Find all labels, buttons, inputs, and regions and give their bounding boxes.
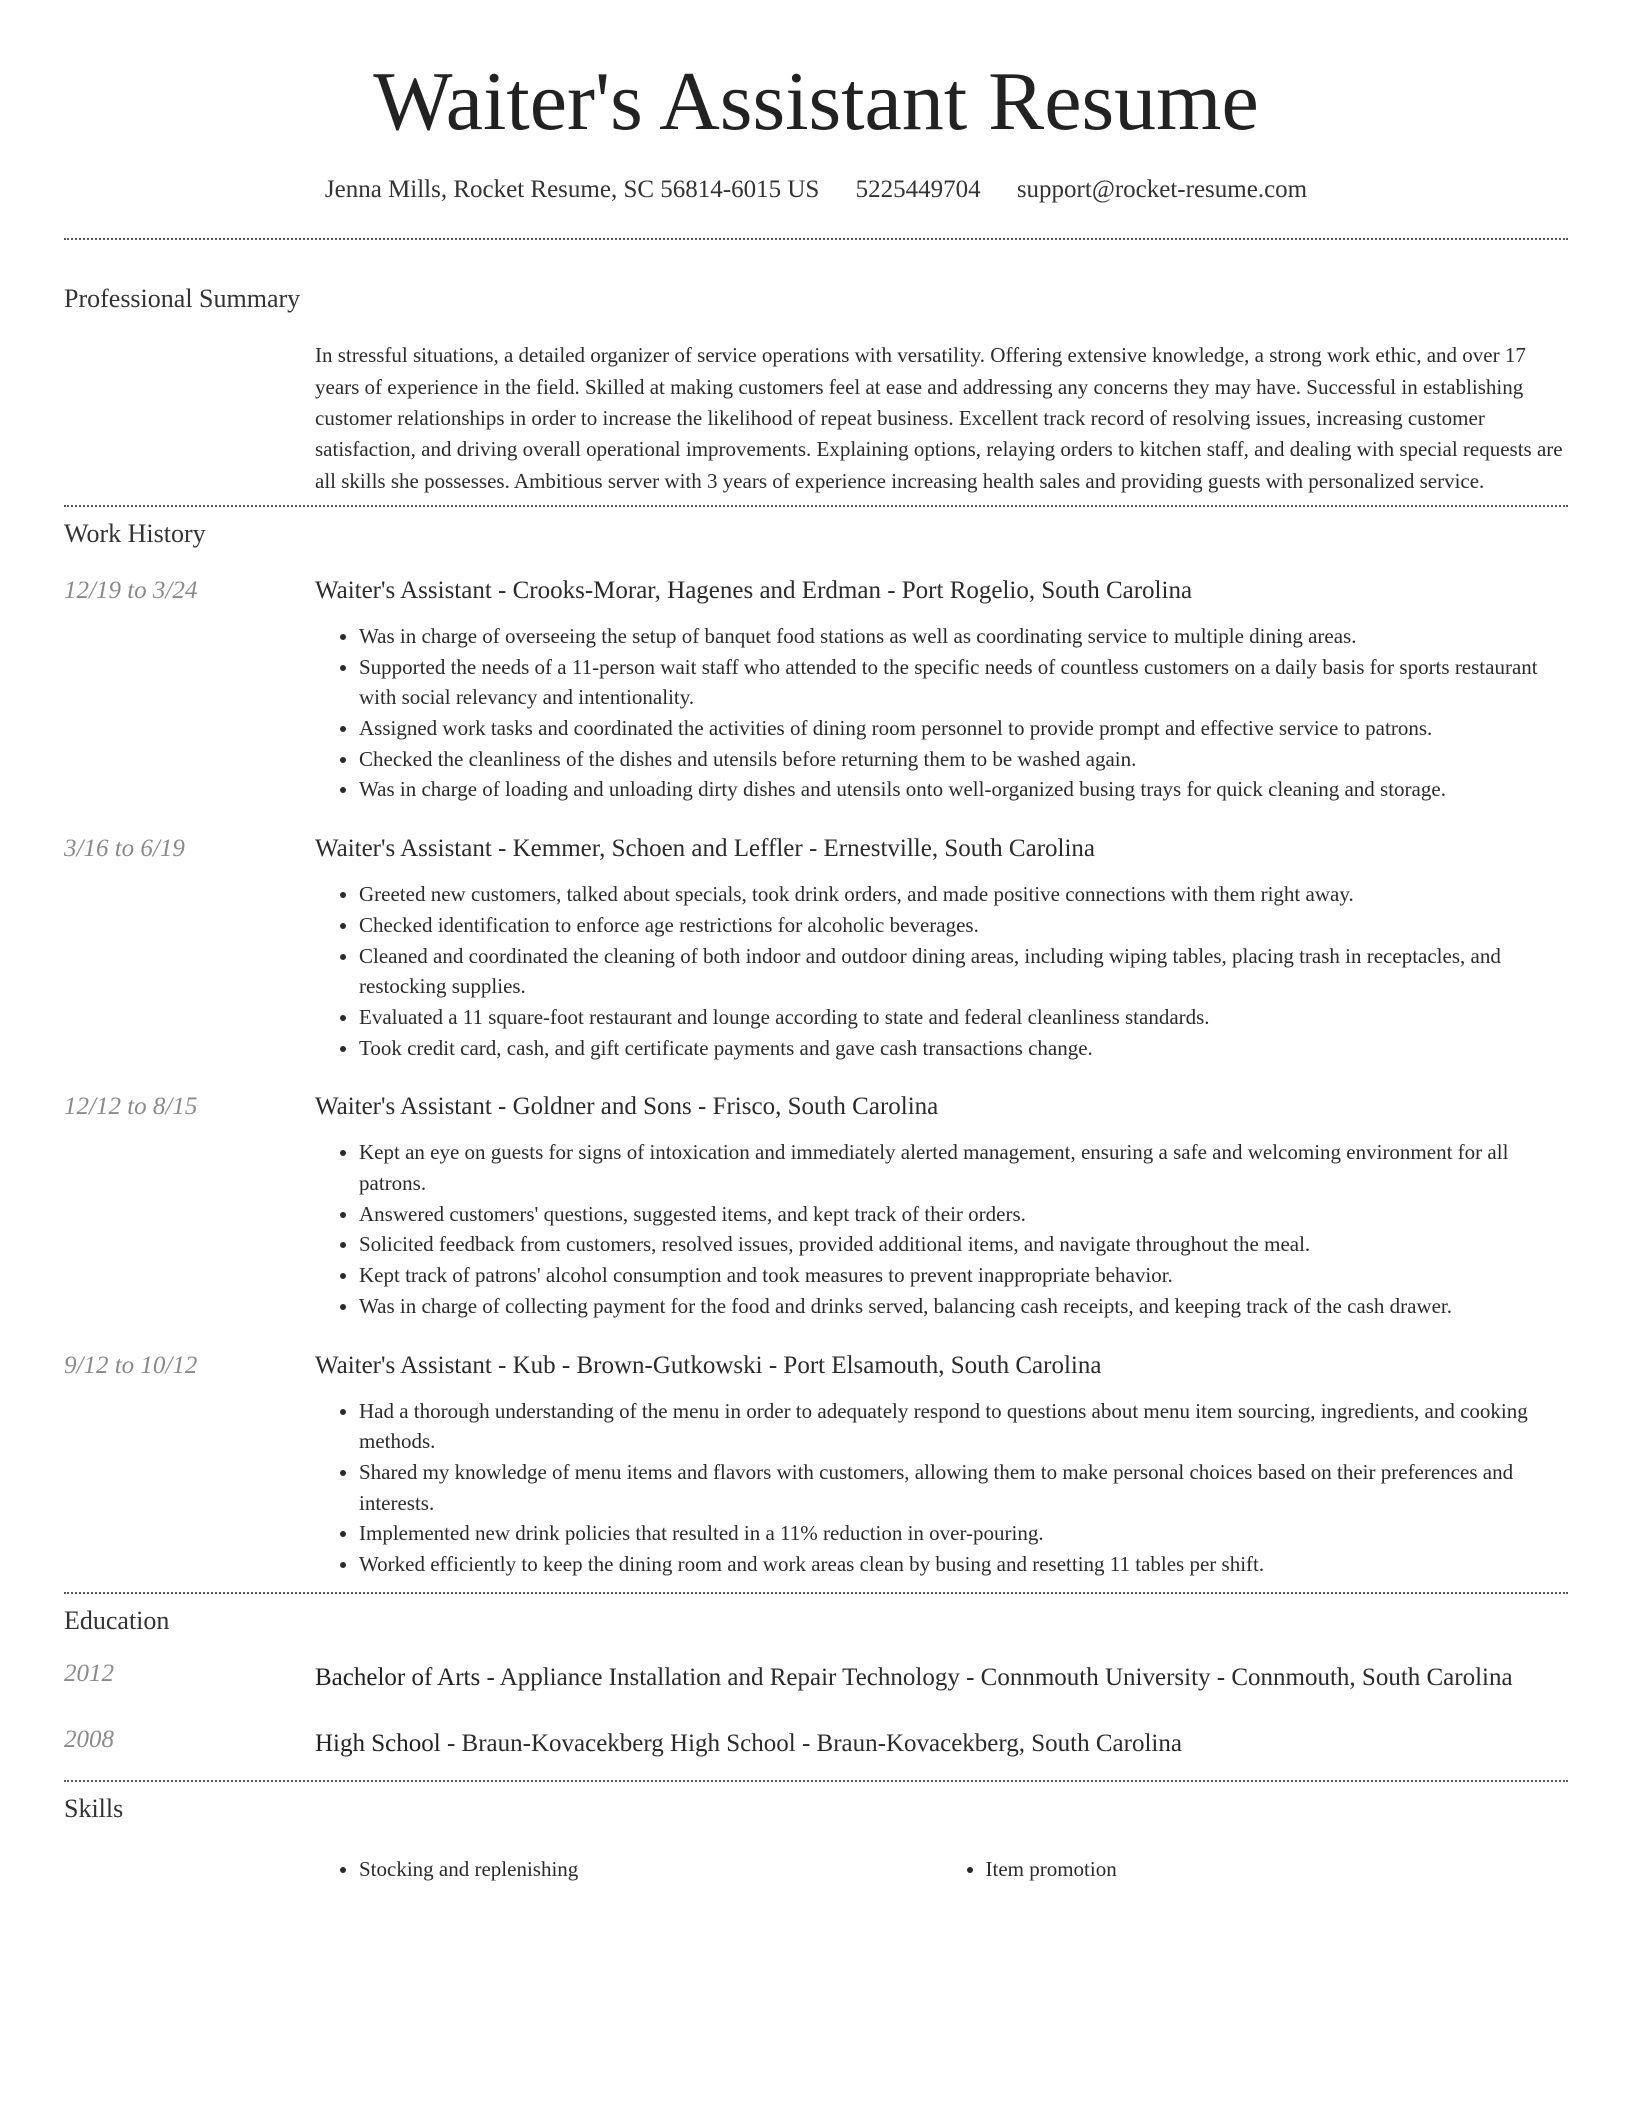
education-heading: Education — [64, 1605, 170, 1635]
summary-heading: Professional Summary — [64, 284, 301, 314]
list-item: • Shared my knowledge of menu items and flavors with customers, allowing them to make personal choices based on their preferences and interests. — [359, 1457, 1568, 1518]
list-item: • Cleaned and coordinated the cleaning of both indoor and outdoor dining areas, including wiping tables, placing trash in receptacles, and restocking supplies. — [359, 941, 1568, 1002]
list-item: • Was in charge of loading and unloading dirty dishes and utensils onto well-organized busing trays for quick cleaning and storage. — [359, 774, 1568, 805]
divider — [64, 505, 1568, 507]
job-title: Waiter's Assistant - Goldner and Sons - Frisco, South Carolina — [315, 1093, 939, 1121]
education-year: 2012 — [64, 1659, 114, 1687]
job-bullets — [315, 1396, 1568, 1580]
job-bullets — [315, 1137, 1568, 1321]
education-year: 2008 — [64, 1725, 114, 1753]
education-entry — [64, 1726, 1568, 1762]
list-item: • Greeted new customers, talked about specials, took drink orders, and made positive connections with them right away. — [359, 879, 1568, 910]
skills-heading: Skills — [64, 1793, 124, 1823]
skills-section — [64, 1794, 1568, 1885]
job-bullets — [315, 879, 1568, 1063]
list-item: • Implemented new drink policies that resulted in a 11% reduction in over-pouring. — [359, 1518, 1568, 1549]
degree: High School — [315, 1729, 441, 1757]
education-section — [64, 1606, 1568, 1762]
job-dates: 9/12 to 10/12 — [64, 1351, 198, 1379]
job-entry — [64, 1352, 1568, 1580]
contact-line — [64, 176, 1568, 204]
job-entry — [64, 577, 1568, 805]
degree: Bachelor of Arts — [315, 1663, 481, 1691]
list-item: • Kept track of patrons' alcohol consumption and took measures to prevent inappropriate behavior. — [359, 1260, 1568, 1291]
skills-column-1 — [315, 1854, 942, 1885]
job-dates: 12/19 to 3/24 — [64, 576, 198, 604]
job-bullets — [315, 621, 1568, 805]
list-item: • Solicited feedback from customers, resolved issues, provided additional items, and navigate throughout the meal. — [359, 1229, 1568, 1260]
list-item: • Was in charge of overseeing the setup of banquet food stations as well as coordinating service to multiple dining areas. — [359, 621, 1568, 652]
list-item: • Had a thorough understanding of the menu in order to adequately respond to questions about menu item sourcing, ingredients, and cooking methods. — [359, 1396, 1568, 1457]
job-title: Waiter's Assistant - Kemmer, Schoen and Leffler - Ernestville, South Carolina — [315, 835, 1096, 863]
job-dates: 12/12 to 8/15 — [64, 1093, 198, 1121]
summary-text: In stressful situations, a detailed organizer of service operations with versatility. Offering extensive knowledge, a strong work ethic, and over 17 years of experience in the field. Skilled at making customers feel at ease and addressing any concerns they may have. Successful in establishing customer relationships in order to increase the likelihood of repeat business. Excellent track record of resolving issues, increasing customer satisfaction, and driving overall operational improvements. Explaining options, relaying orders to kitchen staff, and dealing with special requests are all skills she possesses. Ambitious server with 3 years of experience increasing health sales and providing guests with personalized service. — [315, 343, 1563, 493]
list-item: • Answered customers' questions, suggested items, and kept track of their orders. — [359, 1199, 1568, 1230]
list-item: • Worked efficiently to keep the dining room and work areas clean by busing and resetting 11 tables per shift. — [359, 1549, 1568, 1580]
contact-email[interactable]: support@rocket-resume.com — [1016, 176, 1308, 204]
list-item: • Supported the needs of a 11-person wait staff who attended to the specific needs of countless customers on a daily basis for sports restaurant with social relevancy and intentionality. — [359, 652, 1568, 713]
list-item: • Was in charge of collecting payment for the food and drinks served, balancing cash receipts, and keeping track of the cash drawer. — [359, 1291, 1568, 1322]
list-item: • Evaluated a 11 square-foot restaurant and lounge according to state and federal cleanliness standards. — [359, 1002, 1568, 1033]
contact-phone: 5225449704 — [855, 176, 981, 204]
job-entry — [64, 835, 1568, 1063]
work-heading: Work History — [64, 518, 206, 548]
work-section — [64, 519, 1568, 1580]
list-item: • Assigned work tasks and coordinated the activities of dining room personnel to provide prompt and effective service to patrons. — [359, 713, 1568, 744]
job-title: Waiter's Assistant - Kub - Brown-Gutkowski - Port Elsamouth, South Carolina — [315, 1351, 1102, 1379]
list-item: • Checked the cleanliness of the dishes and utensils before returning them to be washed again. — [359, 744, 1568, 775]
list-item: • Kept an eye on guests for signs of intoxication and immediately alerted management, ensuring a safe and welcoming environment for all patrons. — [359, 1137, 1568, 1198]
job-entry — [64, 1093, 1568, 1321]
education-entry — [64, 1660, 1568, 1696]
list-item: • Stocking and replenishing — [359, 1854, 942, 1885]
education-details: - Appliance Installation and Repair Technology - Connmouth University - Connmouth, South Carolina — [480, 1663, 1513, 1691]
education-details: - Braun-Kovacekberg High School - Braun-Kovacekberg, South Carolina — [440, 1729, 1182, 1757]
divider — [64, 1592, 1568, 1594]
resume-page — [64, 0, 1568, 1884]
resume-title: Waiter's Assistant Resume — [373, 55, 1259, 148]
job-title: Waiter's Assistant - Crooks-Morar, Hagenes and Erdman - Port Rogelio, South Carolina — [315, 576, 1193, 604]
list-item: • Checked identification to enforce age restrictions for alcoholic beverages. — [359, 910, 1568, 941]
divider — [64, 238, 1568, 240]
divider — [64, 1780, 1568, 1782]
contact-address: Jenna Mills, Rocket Resume, SC 56814-6015 US — [324, 176, 820, 204]
list-item: • Item promotion — [986, 1854, 1569, 1885]
job-dates: 3/16 to 6/19 — [64, 835, 185, 863]
list-item: • Took credit card, cash, and gift certificate payments and gave cash transactions change. — [359, 1033, 1568, 1064]
skills-column-2 — [942, 1854, 1569, 1885]
summary-section — [64, 284, 1568, 496]
